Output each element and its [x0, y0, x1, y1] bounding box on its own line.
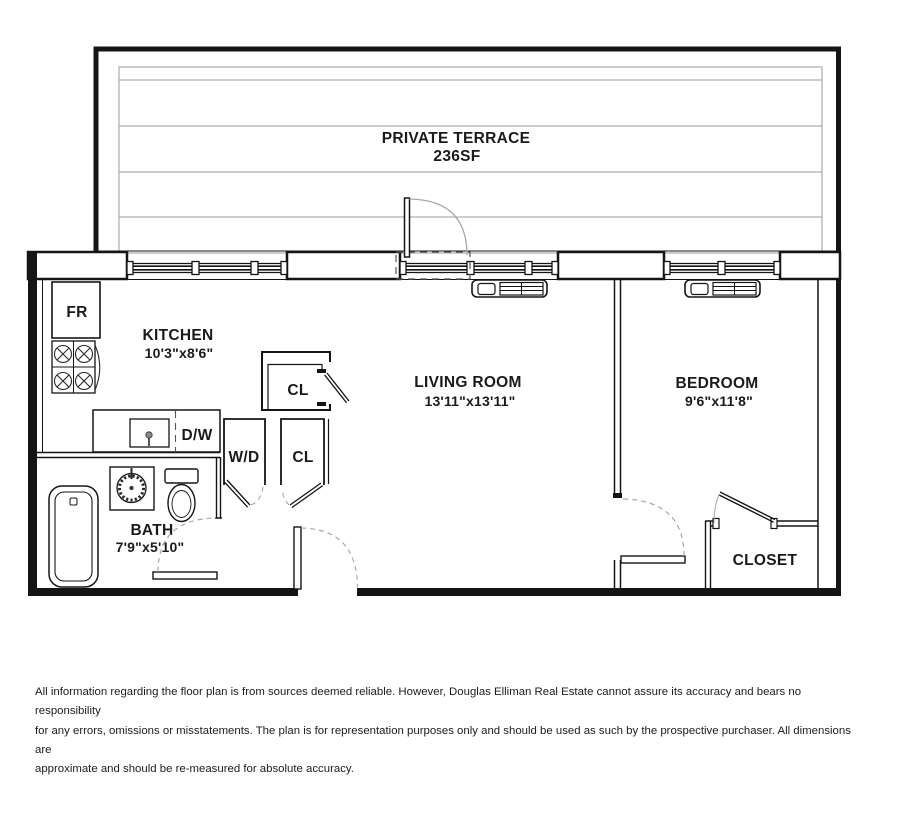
bath-door-leaf: [153, 572, 217, 579]
closet-lower: [281, 419, 329, 508]
closet-lower-label: CL: [292, 449, 314, 466]
closet-north-wall: [705, 521, 818, 526]
bedroom-door-swing: [622, 499, 684, 556]
terrace-label: PRIVATE TERRACE: [381, 130, 531, 147]
kitchen-label: KITCHEN: [142, 327, 214, 344]
entry-door-swing: [301, 528, 358, 587]
bath-sink: [110, 467, 154, 510]
bedroom-window: [664, 262, 780, 275]
kitchen: [37, 282, 220, 458]
bedroom-wall-stub: [615, 560, 621, 588]
bathtub: [49, 486, 98, 587]
bedroom-ptac: [685, 280, 760, 297]
bath-east-wall: [215, 457, 222, 518]
refrigerator-label: FR: [66, 304, 88, 321]
bedroom-dims: 9'6"x11'8": [685, 393, 753, 409]
hall-closets: [224, 352, 349, 508]
faucet: [146, 432, 152, 438]
living-room-label: LIVING ROOM: [414, 374, 522, 391]
disclaimer-line: All information regarding the floor plan is from sources deemed reliable. However, Douglas Elliman Real Estate cannot assure its accuracy and bears no responsibility: [35, 686, 802, 718]
ptac-units: [472, 280, 760, 297]
bedroom-door-leaf: [621, 556, 685, 563]
terrace-area-label: 236SF: [433, 148, 481, 165]
kitchen-window: [127, 262, 287, 275]
washer-dryer: [224, 419, 265, 507]
dishwasher-label: D/W: [181, 427, 213, 444]
disclaimer-line: approximate and should be re-measured for absolute accuracy.: [35, 763, 354, 776]
closet-west-wall: [706, 521, 711, 588]
entry-door-leaf: [294, 527, 301, 589]
living-room-dims: 13'11"x13'11": [424, 393, 516, 409]
disclaimer-line: for any errors, omissions or misstatements. The plan is for representation purposes only and should be used as such by the prospective purchaser. All dimensions are: [35, 724, 851, 756]
bedroom-closet-label: CLOSET: [732, 552, 798, 569]
toilet: [165, 469, 198, 522]
washer-dryer-label: W/D: [228, 449, 260, 466]
wall-segment: [287, 252, 400, 279]
stove: [52, 341, 100, 393]
living-room-window: [400, 262, 558, 275]
bottom-wall: [28, 588, 298, 596]
bedroom: [613, 279, 759, 588]
bath-dims: 7'9"x5'10": [115, 539, 185, 555]
washer-dryer-door: [225, 480, 250, 507]
bathroom: [49, 457, 222, 587]
terrace-door-leaf: [405, 198, 410, 257]
bedroom-label: BEDROOM: [675, 375, 759, 392]
bedroom-closet: [705, 492, 818, 588]
private-terrace: [96, 49, 839, 592]
terrace-door-swing: [410, 199, 468, 255]
closet-door-leaf: [719, 492, 775, 522]
living-room-ptac: [472, 280, 547, 297]
wall-segment: [28, 252, 127, 279]
closet-upper-label: CL: [287, 382, 309, 399]
bedroom-west-wall: [615, 279, 621, 497]
closet-lower-door: [290, 483, 323, 508]
kitchen-counter: [93, 410, 220, 452]
wall-segment: [558, 252, 664, 279]
windows: [127, 262, 780, 275]
bath-label: BATH: [130, 522, 174, 539]
wall-segment: [780, 252, 840, 279]
closet-upper: [262, 352, 349, 410]
tub-drain: [70, 498, 77, 505]
bottom-wall: [357, 588, 841, 596]
disclaimer: [35, 683, 867, 779]
kitchen-dims: 10'3"x8'6": [144, 345, 214, 361]
kitchen-bath-wall: [37, 453, 220, 458]
left-wall: [28, 252, 37, 596]
closet-upper-door: [325, 373, 349, 403]
